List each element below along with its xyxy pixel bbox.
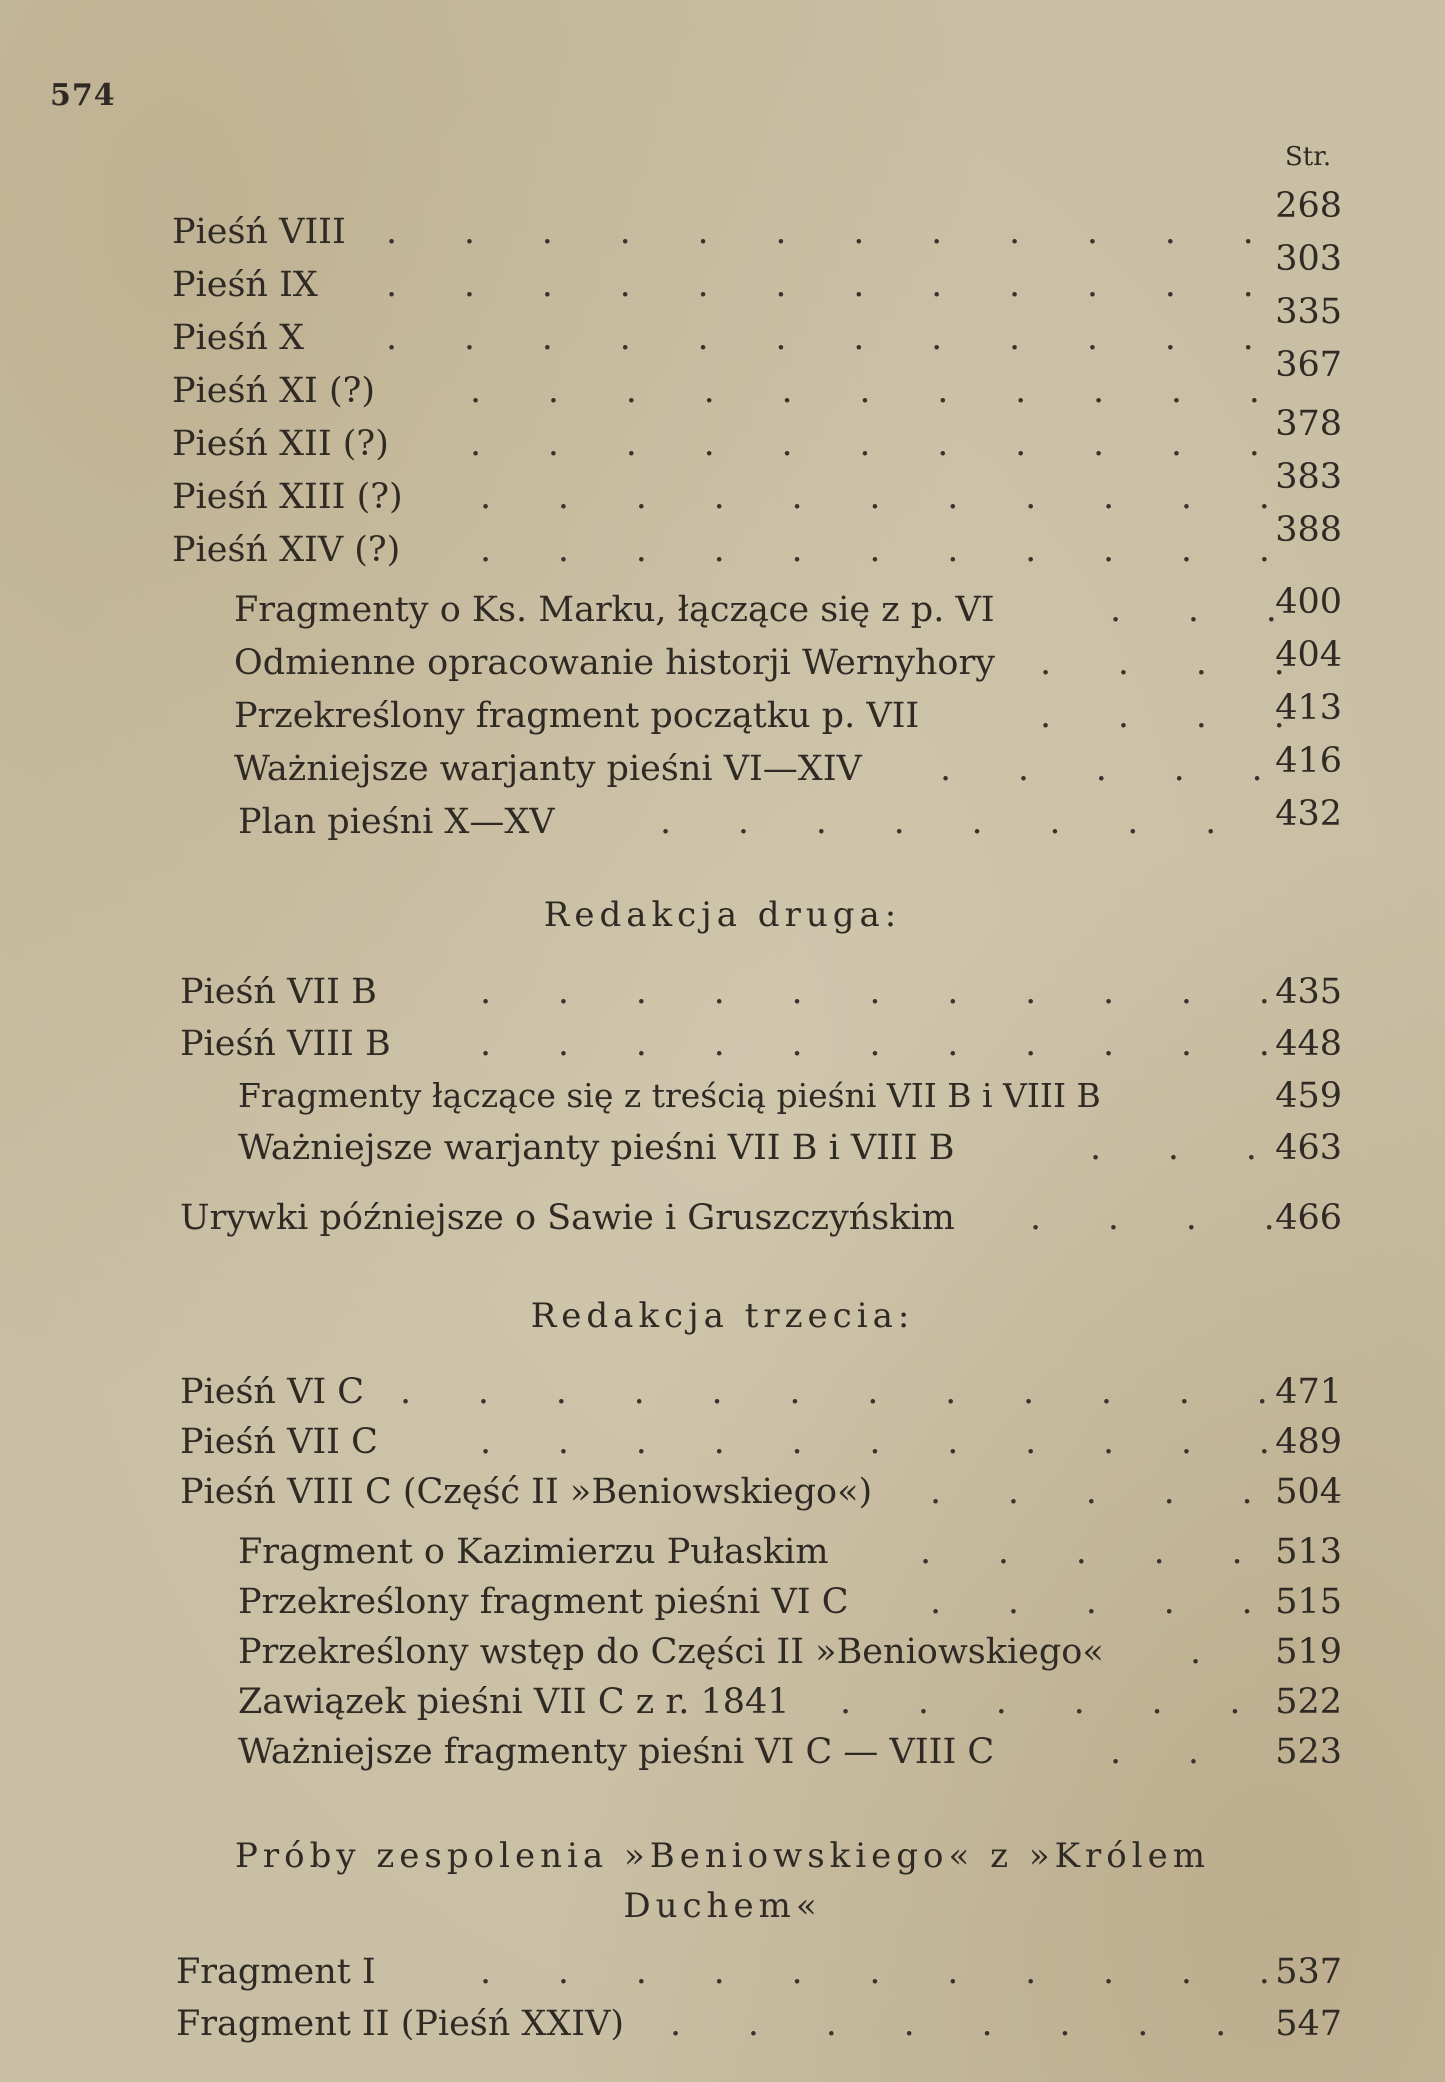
toc-entry-title: Pieśń XI (?): [172, 371, 376, 411]
toc-entry[interactable]: [0, 1076, 1445, 1124]
dot-leader: . . . . . . . . . . .: [470, 371, 1260, 411]
dot-leader: . . . . .: [930, 1472, 1253, 1512]
toc-entry[interactable]: [0, 972, 1445, 1020]
dot-leader: . . . .: [1040, 696, 1285, 736]
toc-entry[interactable]: [0, 1472, 1445, 1520]
toc-entry[interactable]: [0, 1128, 1445, 1176]
toc-entry[interactable]: [0, 1682, 1445, 1730]
toc-entry-page: 435: [1275, 972, 1342, 1012]
toc-entry[interactable]: [0, 688, 1445, 744]
dot-leader: . . . . . . . . . . .: [480, 530, 1270, 570]
toc-entry[interactable]: [0, 582, 1445, 638]
toc-entry-title: Pieśń VIII: [172, 212, 346, 252]
toc-entry-page: 416: [1275, 741, 1342, 781]
dot-leader: . . . . .: [920, 1532, 1243, 1572]
dot-leader: . . . . . . . . . . .: [480, 972, 1270, 1012]
toc-entry-title: Urywki późniejsze o Sawie i Gruszczyńskim: [180, 1198, 955, 1238]
toc-entry-page: 537: [1275, 1952, 1342, 1992]
toc-entry[interactable]: [0, 1632, 1445, 1680]
toc-entry[interactable]: [0, 1582, 1445, 1630]
dot-leader: . . . . .: [940, 749, 1263, 789]
dot-leader: .: [1190, 1632, 1202, 1672]
toc-entry-title: Ważniejsze warjanty pieśni VII B i VIII B: [238, 1128, 955, 1168]
toc-entry-page: 400: [1275, 582, 1342, 622]
toc-entry-title: Pieśń IX: [172, 265, 318, 305]
toc-entry[interactable]: [0, 292, 1445, 366]
dot-leader: . . . . . . . . . . . .: [386, 212, 1254, 252]
toc-entry-page: 404: [1275, 635, 1342, 675]
toc-entry[interactable]: [0, 345, 1445, 419]
dot-leader: . . . . . . . . . . .: [480, 1952, 1270, 1992]
toc-entry[interactable]: [0, 741, 1445, 797]
page-number: 574: [50, 78, 116, 113]
toc-entry-title: Fragment o Kazimierzu Pułaskim: [238, 1532, 829, 1572]
toc-entry-page: 463: [1275, 1128, 1342, 1168]
toc-entry-title: Fragment II (Pieśń XXIV): [176, 2004, 625, 2044]
toc-entry-page: 471: [1275, 1372, 1342, 1412]
toc-entry[interactable]: [0, 794, 1445, 850]
toc-entry-title: Odmienne opracowanie historji Wernyhory: [234, 643, 995, 683]
page-column-header: Str.: [1285, 142, 1332, 172]
toc-entry-page: 432: [1275, 794, 1342, 834]
dot-leader: . . . . . . . . . . .: [470, 424, 1260, 464]
toc-entry-page: 466: [1275, 1198, 1342, 1238]
toc-entry[interactable]: [0, 635, 1445, 691]
toc-entry-page: 522: [1275, 1682, 1342, 1722]
toc-entry[interactable]: [0, 1024, 1445, 1072]
toc-entry-title: Pieśń XIII (?): [172, 477, 403, 517]
toc-entry-page: 378: [1275, 404, 1342, 444]
toc-entry-title: Ważniejsze warjanty pieśni VI—XIV: [234, 749, 862, 789]
toc-entry-page: 448: [1275, 1024, 1342, 1064]
toc-entry-title: Pieśń VIII B: [180, 1024, 391, 1064]
toc-entry-title: Przekreślony wstęp do Części II »Beniowskiego«: [238, 1632, 1104, 1672]
toc-entry[interactable]: [0, 1422, 1445, 1470]
toc-entry-title: Pieśń XII (?): [172, 424, 389, 464]
toc-entry-page: 303: [1275, 239, 1342, 279]
toc-entry-title: Pieśń X: [172, 318, 305, 358]
toc-entry[interactable]: [0, 239, 1445, 313]
section-heading-redakcja-trzecia: Redakcja trzecia:: [530, 1296, 915, 1336]
toc-entry-page: 268: [1275, 186, 1342, 226]
toc-entry-title: Przekreślony fragment początku p. VII: [234, 696, 920, 736]
section-heading-proby-zespolenia-line2: Duchem«: [623, 1886, 822, 1926]
toc-entry-page: 459: [1275, 1076, 1342, 1116]
toc-entry-title: Fragmenty łączące się z treścią pieśni VII B i VIII B: [238, 1076, 1101, 1115]
toc-entry-title: Przekreślony fragment pieśni VI C: [238, 1582, 849, 1622]
toc-entry-page: 367: [1275, 345, 1342, 385]
toc-entry[interactable]: [0, 1532, 1445, 1580]
toc-entry-page: 547: [1275, 2004, 1342, 2044]
dot-leader: . . .: [1090, 1128, 1257, 1168]
toc-entry[interactable]: [0, 1198, 1445, 1246]
dot-leader: . . . . .: [930, 1582, 1253, 1622]
toc-entry-page: 523: [1275, 1732, 1342, 1772]
toc-entry[interactable]: [0, 1952, 1445, 2000]
toc-entry-page: 388: [1275, 510, 1342, 550]
toc-entry-page: 489: [1275, 1422, 1342, 1462]
toc-entry[interactable]: [0, 2004, 1445, 2052]
section-heading-proby-zespolenia: Próby zespolenia »Beniowskiego« z »Królem: [235, 1836, 1210, 1876]
toc-entry-page: 519: [1275, 1632, 1342, 1672]
toc-entry-title: Pieśń VII B: [180, 972, 377, 1012]
toc-entry-title: Pieśń VIII C (Część II »Beniowskiego«): [180, 1472, 873, 1512]
dot-leader: . . . . . . . . . . .: [480, 1422, 1270, 1462]
toc-entry-title: Fragment I: [176, 1952, 376, 1992]
toc-entry[interactable]: [0, 186, 1445, 260]
toc-entry-title: Fragmenty o Ks. Marku, łączące się z p. VI: [234, 590, 995, 630]
toc-entry-title: Ważniejsze fragmenty pieśni VI C — VIII C: [238, 1732, 995, 1772]
section-heading-redakcja-druga: Redakcja druga:: [543, 895, 902, 935]
dot-leader: . . . . . . . . . . . .: [400, 1372, 1268, 1412]
toc-entry-page: 513: [1275, 1532, 1342, 1572]
toc-entry-title: Pieśń XIV (?): [172, 530, 401, 570]
toc-entry-page: 383: [1275, 457, 1342, 497]
toc-entry-page: 515: [1275, 1582, 1342, 1622]
dot-leader: . . . .: [1040, 643, 1285, 683]
dot-leader: . . .: [1110, 590, 1277, 630]
dot-leader: . . . . . . . .: [660, 802, 1217, 842]
toc-entry-page: 504: [1275, 1472, 1342, 1512]
toc-entry[interactable]: [0, 404, 1445, 472]
toc-entry[interactable]: [0, 510, 1445, 578]
dot-leader: . .: [1110, 1732, 1200, 1772]
dot-leader: . . . . . . . . . . .: [480, 1024, 1270, 1064]
dot-leader: . . . . . . . . . . . .: [386, 265, 1254, 305]
dot-leader: . . . . . .: [840, 1682, 1241, 1722]
toc-entry-page: 335: [1275, 292, 1342, 332]
toc-entry[interactable]: [0, 457, 1445, 525]
toc-entry[interactable]: [0, 1732, 1445, 1780]
toc-entry-title: Pieśń VII C: [180, 1422, 378, 1462]
dot-leader: . . . .: [1030, 1198, 1275, 1238]
toc-entry-title: Plan pieśni X—XV: [238, 802, 555, 842]
toc-entry-page: 413: [1275, 688, 1342, 728]
toc-entry[interactable]: [0, 1372, 1445, 1420]
dot-leader: . . . . . . . . . . . .: [386, 318, 1254, 358]
toc-entry-title: Pieśń VI C: [180, 1372, 365, 1412]
toc-entry-title: Zawiązek pieśni VII C z r. 1841: [238, 1682, 790, 1722]
dot-leader: . . . . . . . .: [670, 2004, 1227, 2044]
dot-leader: . . . . . . . . . . .: [480, 477, 1270, 517]
